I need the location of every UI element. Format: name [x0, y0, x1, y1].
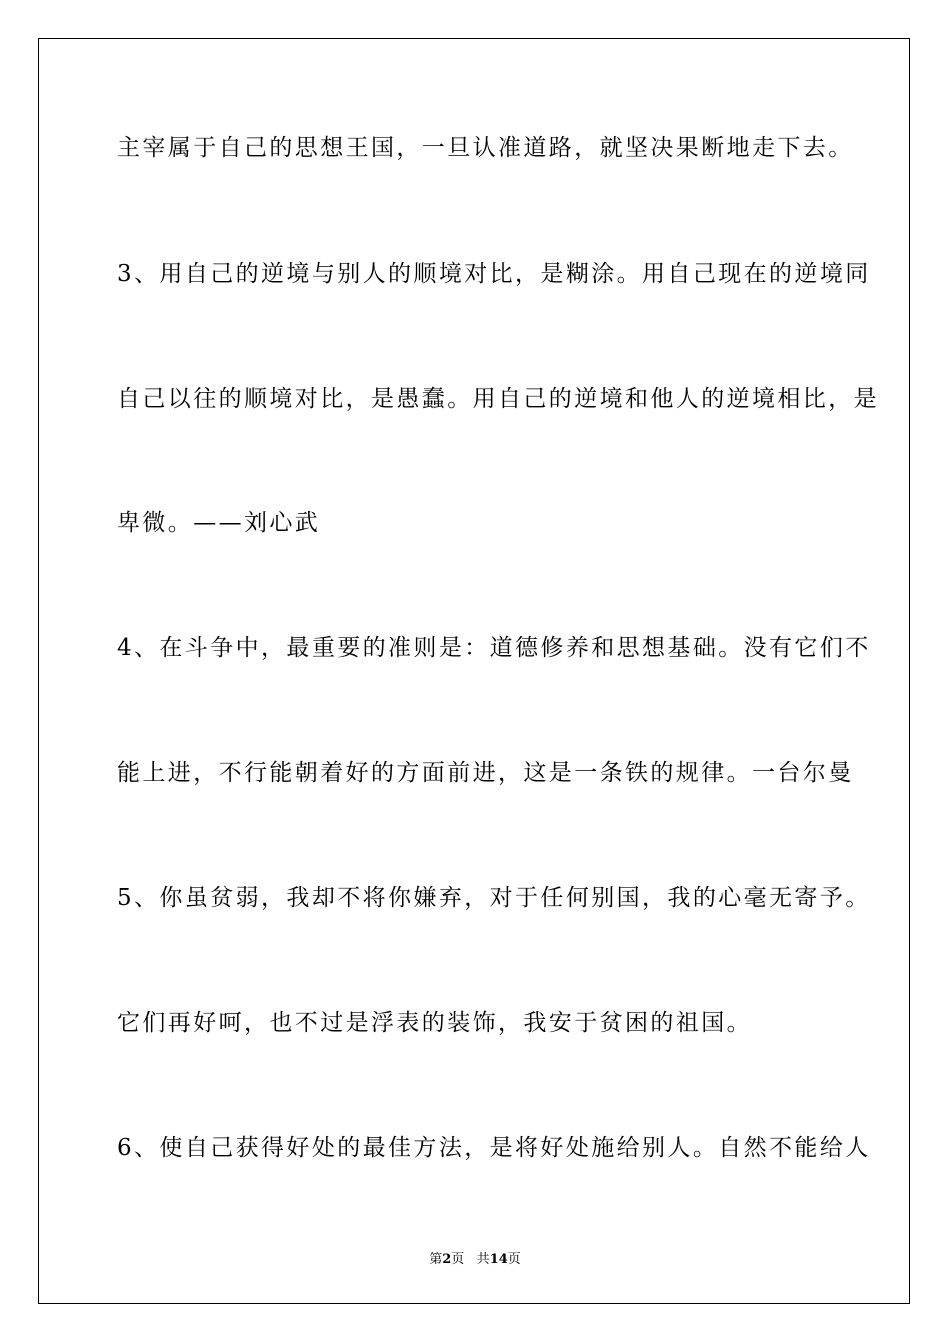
text-line: 它们再好呵，也不过是浮表的装饰，我安于贫困的祖国。	[117, 1010, 752, 1036]
total-pages: 14	[489, 1252, 508, 1267]
page-border	[38, 38, 910, 1304]
text-line: 6、使自己获得好处的最佳方法，是将好处施给别人。自然不能给人	[117, 1135, 871, 1161]
text-line: 卑微。——刘心武	[117, 510, 321, 536]
page-footer	[0, 1248, 950, 1267]
page-prefix: 第	[429, 1252, 443, 1267]
text-line: 主宰属于自己的思想王国，一旦认准道路，就坚决果断地走下去。	[117, 135, 854, 161]
total-suffix: 页	[507, 1252, 521, 1267]
text-line: 5、你虽贫弱，我却不将你嫌弃，对于任何别国，我的心毫无寄予。	[117, 885, 871, 911]
text-line: 4、在斗争中，最重要的准则是：道德修养和思想基础。没有它们不	[117, 635, 871, 661]
text-line: 3、用自己的逆境与别人的顺境对比，是糊涂。用自己现在的逆境同	[117, 261, 871, 287]
page-number: 2	[442, 1252, 452, 1267]
text-line: 自己以往的顺境对比，是愚蠢。用自己的逆境和他人的逆境相比，是	[117, 386, 879, 412]
total-prefix: 共	[476, 1252, 490, 1267]
page-suffix: 页	[451, 1252, 465, 1267]
text-line: 能上进，不行能朝着好的方面前进，这是一条铁的规律。一台尔曼	[117, 760, 854, 786]
